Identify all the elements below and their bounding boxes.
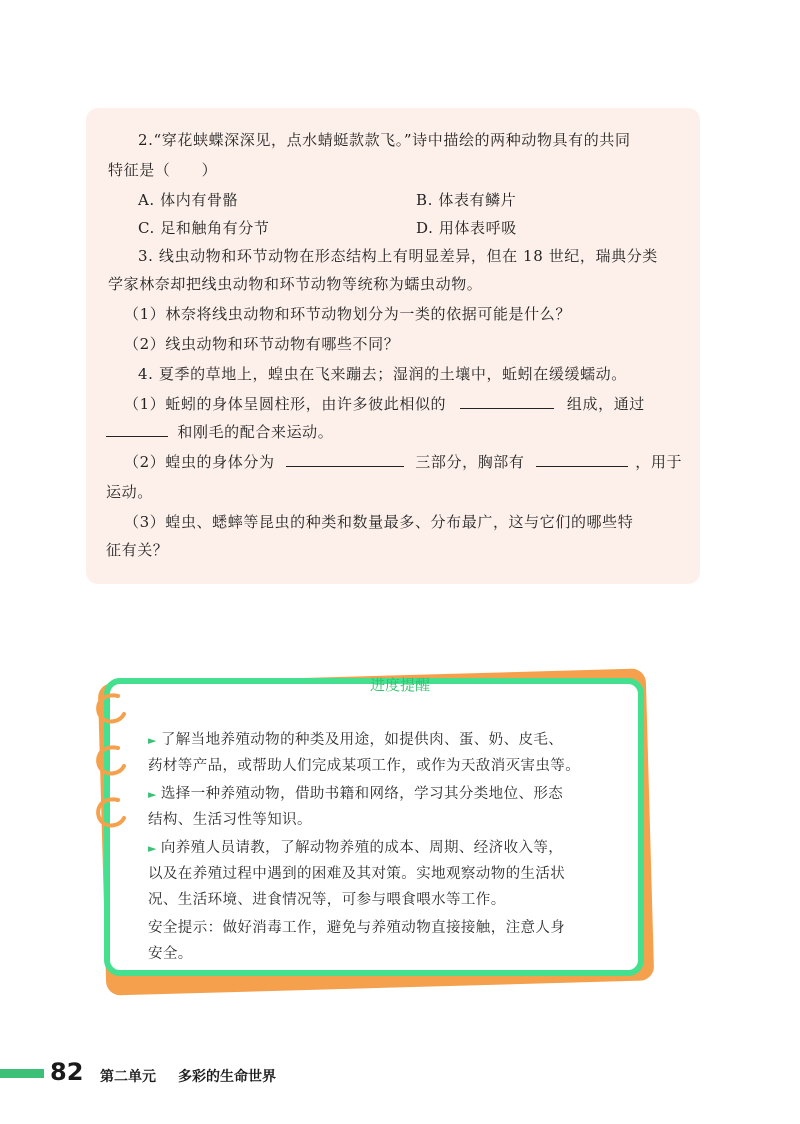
q3-line-2: 学家林奈却把线虫动物和环节动物等统称为蠕虫动物。 [108,275,483,293]
reminder-text: 选择一种养殖动物，借助书籍和网络，学习其分类地位、形态 [160,786,564,802]
q4-sub-1-text-c: 和刚毛的配合来运动。 [177,423,334,441]
reminder-item-1-line-1 [148,730,563,751]
q4-sub-3-line-1: （3）蝗虫、蟋蟀等昆虫的种类和数量最多、分布最广，这与它们的哪些特 [124,513,634,531]
answer-blank[interactable] [460,394,554,409]
reminder-item-3-line-2: 以及在养殖过程中遇到的困难及其对策。实地观察动物的生活状 [148,866,566,882]
q4-sub-2-text-a: （2）蝗虫的身体分为 [124,453,275,471]
page-number: 82 [50,1058,84,1086]
q4-sub-2-text-b: 三部分，胸部有 [415,453,525,471]
q2-line-2: 特征是（ ） [108,161,218,179]
q2-option-d: D. 用体表呼吸 [416,219,517,237]
bullet-arrow-icon: ► [148,788,157,801]
bullet-arrow-icon: ► [148,734,157,747]
q2-option-c: C. 足和触角有分节 [138,219,270,237]
q4-sub-2-cont: 运动。 [106,483,153,501]
reminder-title: 进度提醒 [369,676,430,694]
unit-title: 多彩的生命世界 [178,1069,276,1085]
footer-accent-bar [0,1069,44,1078]
reminder-text: 向养殖人员请教，了解动物养殖的成本、周期、经济收入等， [160,840,564,856]
bullet-arrow-icon: ► [148,842,157,855]
spiral-rings-icon [84,660,144,1010]
q4-sub-1-text-b: 组成，通过 [566,395,645,413]
reminder-text: 了解当地养殖动物的种类及用途，如提供肉、蛋、奶、皮毛、 [160,732,564,748]
q2-line-1: 2.“穿花蛱蝶深深见，点水蜻蜓款款飞。”诗中描绘的两种动物具有的共同 [138,131,631,149]
q4-sub-3-line-2: 征有关？ [106,541,169,559]
q2-option-b: B. 体表有鳞片 [416,191,517,209]
safety-tip-line-2: 安全。 [148,946,193,962]
reminder-item-2-line-1 [148,784,563,805]
q4-sub-2 [124,452,682,472]
q4-sub-1 [124,394,645,414]
q2-option-a: A. 体内有骨骼 [138,191,239,209]
answer-blank[interactable] [286,452,404,467]
exercise-box [86,108,700,584]
answer-blank[interactable] [536,452,628,467]
q4-sub-1-text-a: （1）蚯蚓的身体呈圆柱形，由许多彼此相似的 [124,395,447,413]
q4-sub-1-cont [106,422,333,442]
reminder-item-3-line-3: 况、生活环境、进食情况等，可参与喂食喂水等工作。 [148,892,506,908]
q4-line-1: 4. 夏季的草地上，蝗虫在飞来蹦去；湿润的土壤中，蚯蚓在缓缓蠕动。 [138,365,627,383]
safety-tip-line-1: 安全提示：做好消毒工作，避免与养殖动物直接接触，注意人身 [148,920,566,936]
answer-blank[interactable] [106,422,168,437]
reminder-item-1-line-2: 药材等产品，或帮助人们完成某项工作，或作为天敌消灭害虫等。 [148,758,581,774]
reminder-item-2-line-2: 结构、生活习性等知识。 [148,812,312,828]
q3-sub-2: （2）线虫动物和环节动物有哪些不同？ [124,335,400,353]
unit-label: 第二单元 [100,1069,156,1085]
reminder-item-3-line-1 [148,838,563,859]
q3-sub-1: （1）林奈将线虫动物和环节动物划分为一类的依据可能是什么？ [124,305,571,323]
q4-sub-2-text-c: ，用于 [635,453,683,471]
q3-line-1: 3. 线虫动物和环节动物在形态结构上有明显差异，但在 18 世纪，瑞典分类 [138,247,658,265]
